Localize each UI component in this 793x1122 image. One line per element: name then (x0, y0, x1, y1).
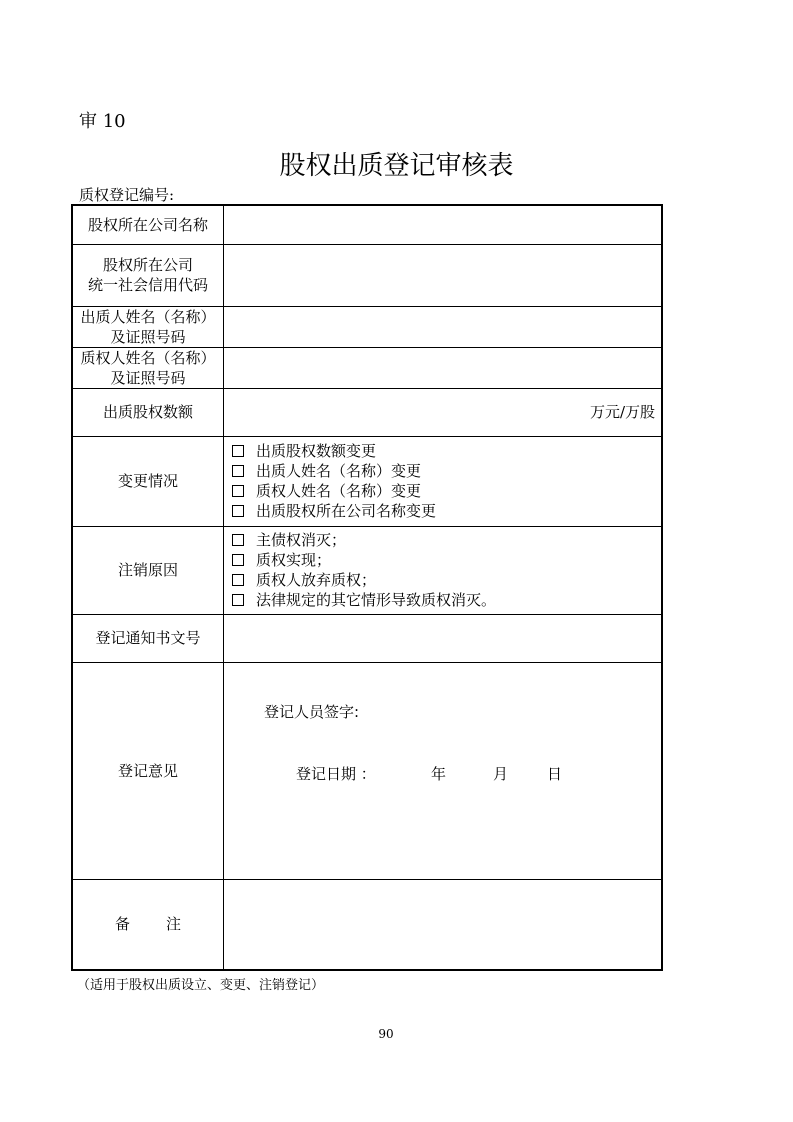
checkbox[interactable] (232, 485, 244, 497)
credit-code-field[interactable] (224, 244, 663, 306)
remarks-label (72, 879, 224, 970)
option-label: 质权人放弃质权； (256, 571, 377, 589)
date-month-label: 月 (493, 764, 509, 783)
pledgor-field[interactable] (224, 306, 663, 347)
cancel-option-realized[interactable] (232, 550, 655, 570)
pledgee-label (72, 347, 224, 388)
row-cancellation (72, 526, 662, 614)
notice-number-field[interactable] (224, 614, 663, 662)
date-day-label: 日 (547, 764, 563, 783)
row-pledgor (72, 306, 662, 347)
row-opinion (72, 662, 662, 879)
checkbox[interactable] (232, 505, 244, 517)
page-title: 股权出质登记审核表 (279, 151, 514, 181)
signature-label: 登记人员签字: (264, 702, 360, 721)
change-option-pledgor[interactable] (232, 461, 655, 481)
option-label: 质权人姓名（名称）变更 (256, 482, 422, 500)
checkbox[interactable] (232, 534, 244, 546)
changes-options (224, 436, 663, 526)
checkbox[interactable] (232, 554, 244, 566)
pledged-amount-label: 出质股权数额 (72, 388, 224, 436)
credit-code-label-line1: 股权所在公司 (102, 256, 193, 274)
cancellation-label: 注销原因 (72, 526, 224, 614)
pledged-amount-unit: 万元/万股 (589, 403, 655, 421)
checkbox[interactable] (232, 465, 244, 477)
cancel-option-legal[interactable] (232, 590, 655, 610)
row-changes (72, 436, 662, 526)
change-option-amount[interactable] (232, 441, 655, 461)
row-notice-number (72, 614, 662, 662)
notice-number-label: 登记通知书文号 (72, 614, 224, 662)
pledgee-field[interactable] (224, 347, 663, 388)
cancellation-options (224, 526, 663, 614)
change-option-pledgee[interactable] (232, 481, 655, 501)
pledgor-label (72, 306, 224, 347)
pledgor-label-line2: 及证照号码 (110, 327, 186, 346)
company-name-label: 股权所在公司名称 (72, 205, 224, 244)
registration-date (296, 764, 562, 784)
footnote: （适用于股权出质设立、变更、注销登记） (77, 978, 325, 993)
checkbox[interactable] (232, 594, 244, 606)
row-pledged-amount (72, 388, 662, 436)
credit-code-label (72, 244, 224, 306)
remarks-field[interactable] (224, 879, 663, 970)
pledged-amount-field[interactable] (224, 388, 663, 436)
changes-label: 变更情况 (72, 436, 224, 526)
option-label: 出质股权数额变更 (256, 442, 377, 460)
row-pledgee (72, 347, 662, 388)
cancel-option-waived[interactable] (232, 570, 655, 590)
option-label: 主债权消灭； (256, 531, 347, 549)
audit-form-table (71, 204, 663, 971)
form-code: 审 10 (79, 111, 126, 132)
pledgee-label-line2: 及证照号码 (110, 368, 186, 387)
date-year-label: 年 (431, 764, 447, 783)
option-label: 质权实现； (256, 551, 332, 569)
date-label: 登记日期 ： (296, 764, 376, 783)
row-company-name (72, 205, 662, 244)
opinion-field[interactable] (224, 662, 663, 879)
pledgor-label-line1: 出质人姓名（名称） (80, 307, 216, 326)
option-label: 出质股权所在公司名称变更 (256, 502, 437, 520)
credit-code-label-line2: 统一社会信用代码 (87, 276, 208, 294)
checkbox[interactable] (232, 445, 244, 457)
page-number: 90 (378, 1027, 394, 1041)
registration-number-label: 质权登记编号: (79, 186, 175, 204)
option-label: 出质人姓名（名称）变更 (256, 462, 422, 480)
opinion-label: 登记意见 (72, 662, 224, 879)
pledgee-label-line1: 质权人姓名（名称） (80, 348, 216, 367)
company-name-field[interactable] (224, 205, 663, 244)
remarks-label-char2: 注 (166, 915, 182, 934)
checkbox[interactable] (232, 574, 244, 586)
remarks-label-char1: 备 (114, 915, 130, 934)
change-option-company[interactable] (232, 501, 655, 521)
option-label: 法律规定的其它情形导致质权消灭。 (256, 591, 497, 609)
cancel-option-debt[interactable] (232, 530, 655, 550)
row-remarks (72, 879, 662, 970)
row-credit-code (72, 244, 662, 306)
